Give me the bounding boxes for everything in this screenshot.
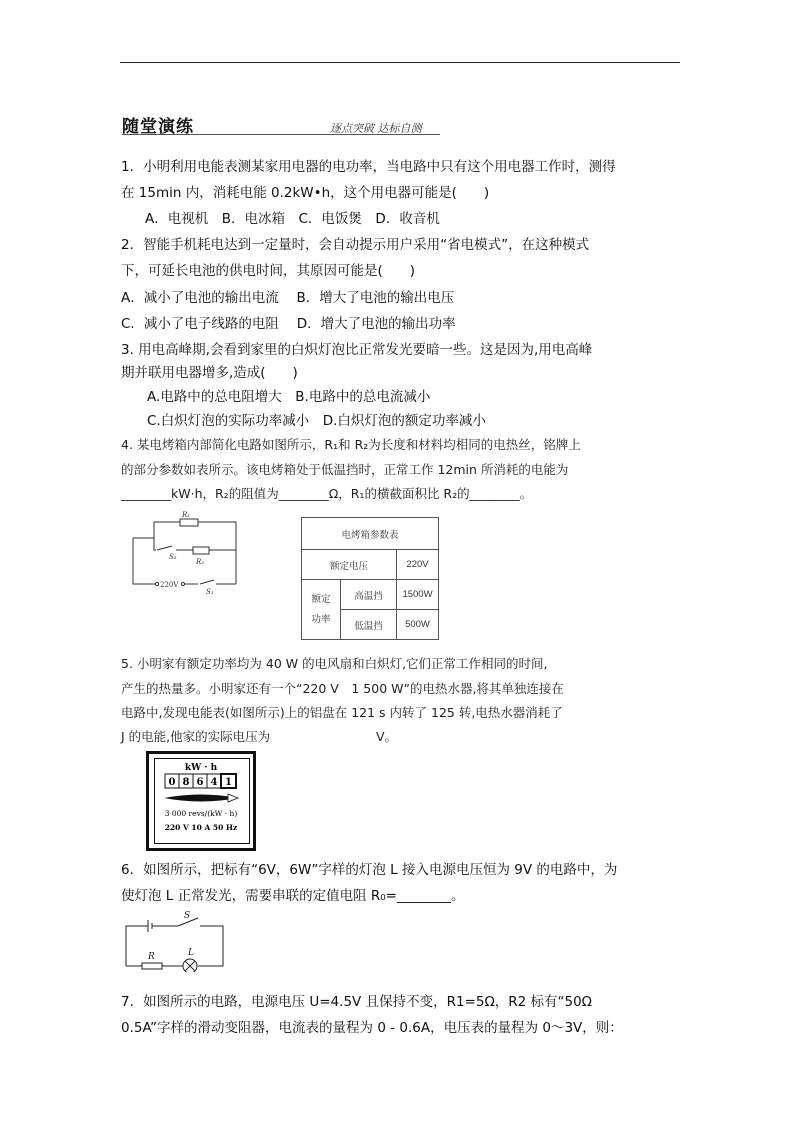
- spec-rated-voltage-label: 额定电压: [302, 550, 397, 580]
- q4-circuit-diagram: [128, 510, 240, 600]
- q6-line2: 使灯泡 L 正常发光，需要串联的定值电阻 R₀=________。: [121, 888, 465, 904]
- q1-options: A．电视机 B．电冰箱 C．电饭煲 D．收音机: [145, 211, 440, 227]
- q4-spec-table: [301, 517, 439, 640]
- q6-circuit-diagram: [122, 908, 230, 972]
- q7-line1: 7．如图所示的电路，电源电压 U=4.5V 且保持不变，R1=5Ω，R2 标有“50Ω: [121, 994, 593, 1010]
- q4-line2: 的部分参数如表所示。该电烤箱处于低温挡时，正常工作 12min 所消耗的电能为: [121, 462, 569, 477]
- q5-line1: 5. 小明家有额定功率均为 40 W 的电风扇和白炽灯,它们正常工作相同的时间,: [121, 656, 548, 671]
- section-subtitle: 逐点突破 达标自测: [330, 122, 422, 135]
- meter-spec-label: 220 V 10 A 50 Hz: [164, 823, 238, 832]
- q4-r1-label: R₁: [182, 511, 191, 519]
- energy-meter-face: [154, 758, 248, 842]
- q4-line3: ________kW·h，R₂的阻值为________Ω，R₁的横截面积比 R₂的________。: [121, 486, 533, 501]
- q6-lamp-label: L: [188, 948, 194, 958]
- q4-s2-label: S₂: [169, 553, 177, 561]
- meter-revs-label: 3 000 revs/(kW · h): [164, 809, 238, 818]
- q6-resistor-label: R: [148, 952, 155, 962]
- q3-line1: 3. 用电高峰期,会看到家里的白炽灯泡比正常发光要暗一些。这是因为,用电高峰: [121, 342, 593, 358]
- q3-options-ab: A.电路中的总电阻增大 B.电路中的总电流减小: [147, 389, 431, 405]
- q2-options-cd: C．减小了电子线路的电阻 D．增大了电池的输出功率: [121, 316, 456, 332]
- meter-digit-2: 8: [182, 777, 190, 788]
- header-rule: [120, 62, 680, 63]
- q6-switch-label: S: [184, 911, 191, 921]
- meter-digit-1: 0: [168, 777, 176, 788]
- q3-options-cd: C.白炽灯泡的实际功率减小 D.白炽灯泡的额定功率减小: [147, 413, 486, 429]
- q1-line2: 在 15min 内，消耗电能 0.2kW•h，这个用电器可能是( ): [121, 185, 490, 201]
- meter-unit: kW · h: [184, 763, 218, 773]
- spec-low-label: 低温挡: [341, 610, 397, 640]
- spec-high-value: 1500W: [397, 580, 439, 610]
- q5-line2: 产生的热量多。小明家还有一个“220 V 1 500 W”的电热水器,将其单独连接在: [121, 681, 564, 696]
- q3-line2: 期并联用电器增多,造成( ): [121, 365, 298, 381]
- q5-line4a: J 的电能,他家的实际电压为: [121, 729, 271, 744]
- q1-line1: 1．小明利用电能表测某家用电器的电功率，当电路中只有这个用电器工作时，测得: [121, 159, 616, 175]
- q6-line1: 6．如图所示，把标有“6V，6W”字样的灯泡 L 接入电源电压恒为 9V 的电路中，为: [121, 862, 618, 878]
- q7-line2: 0.5A”字样的滑动变阻器，电流表的量程为 0 - 0.6A，电压表的量程为 0～3V，则：: [121, 1020, 623, 1036]
- q4-line1: 4. 某电烤箱内部简化电路如图所示，R₁和 R₂为长度和材料均相同的电热丝，铭牌上: [121, 437, 581, 452]
- spec-table-title: 电烤箱参数表: [302, 518, 439, 550]
- q2-options-ab: A．减小了电池的输出电流 B．增大了电池的输出电压: [121, 290, 455, 306]
- spec-low-value: 500W: [397, 610, 439, 640]
- spec-rated-power-label: 额定 功率: [302, 580, 341, 640]
- q5-line3: 电路中,发现电能表(如图所示)上的铝盘在 121 s 内转了 125 转,电热水器消耗了: [121, 705, 563, 720]
- q2-line2: 下，可延长电池的供电时间，其原因可能是( ): [121, 263, 416, 279]
- meter-rotating-disc-icon: [164, 795, 238, 802]
- meter-digit-3: 6: [196, 777, 204, 788]
- meter-digit-5: 1: [225, 777, 232, 788]
- q4-s1-label: S₁: [206, 588, 214, 596]
- q5-line4b: V。: [376, 729, 398, 744]
- section-title: 随堂演练: [122, 117, 194, 137]
- spec-high-label: 高温挡: [341, 580, 397, 610]
- q2-line1: 2．智能手机耗电达到一定量时，会自动提示用户采用“省电模式”，在这种模式: [121, 237, 590, 253]
- q4-voltage-label: 220V: [160, 581, 179, 589]
- q4-r2-label: R₂: [196, 558, 205, 566]
- spec-rated-voltage-value: 220V: [397, 550, 439, 580]
- meter-digit-4: 4: [210, 777, 218, 788]
